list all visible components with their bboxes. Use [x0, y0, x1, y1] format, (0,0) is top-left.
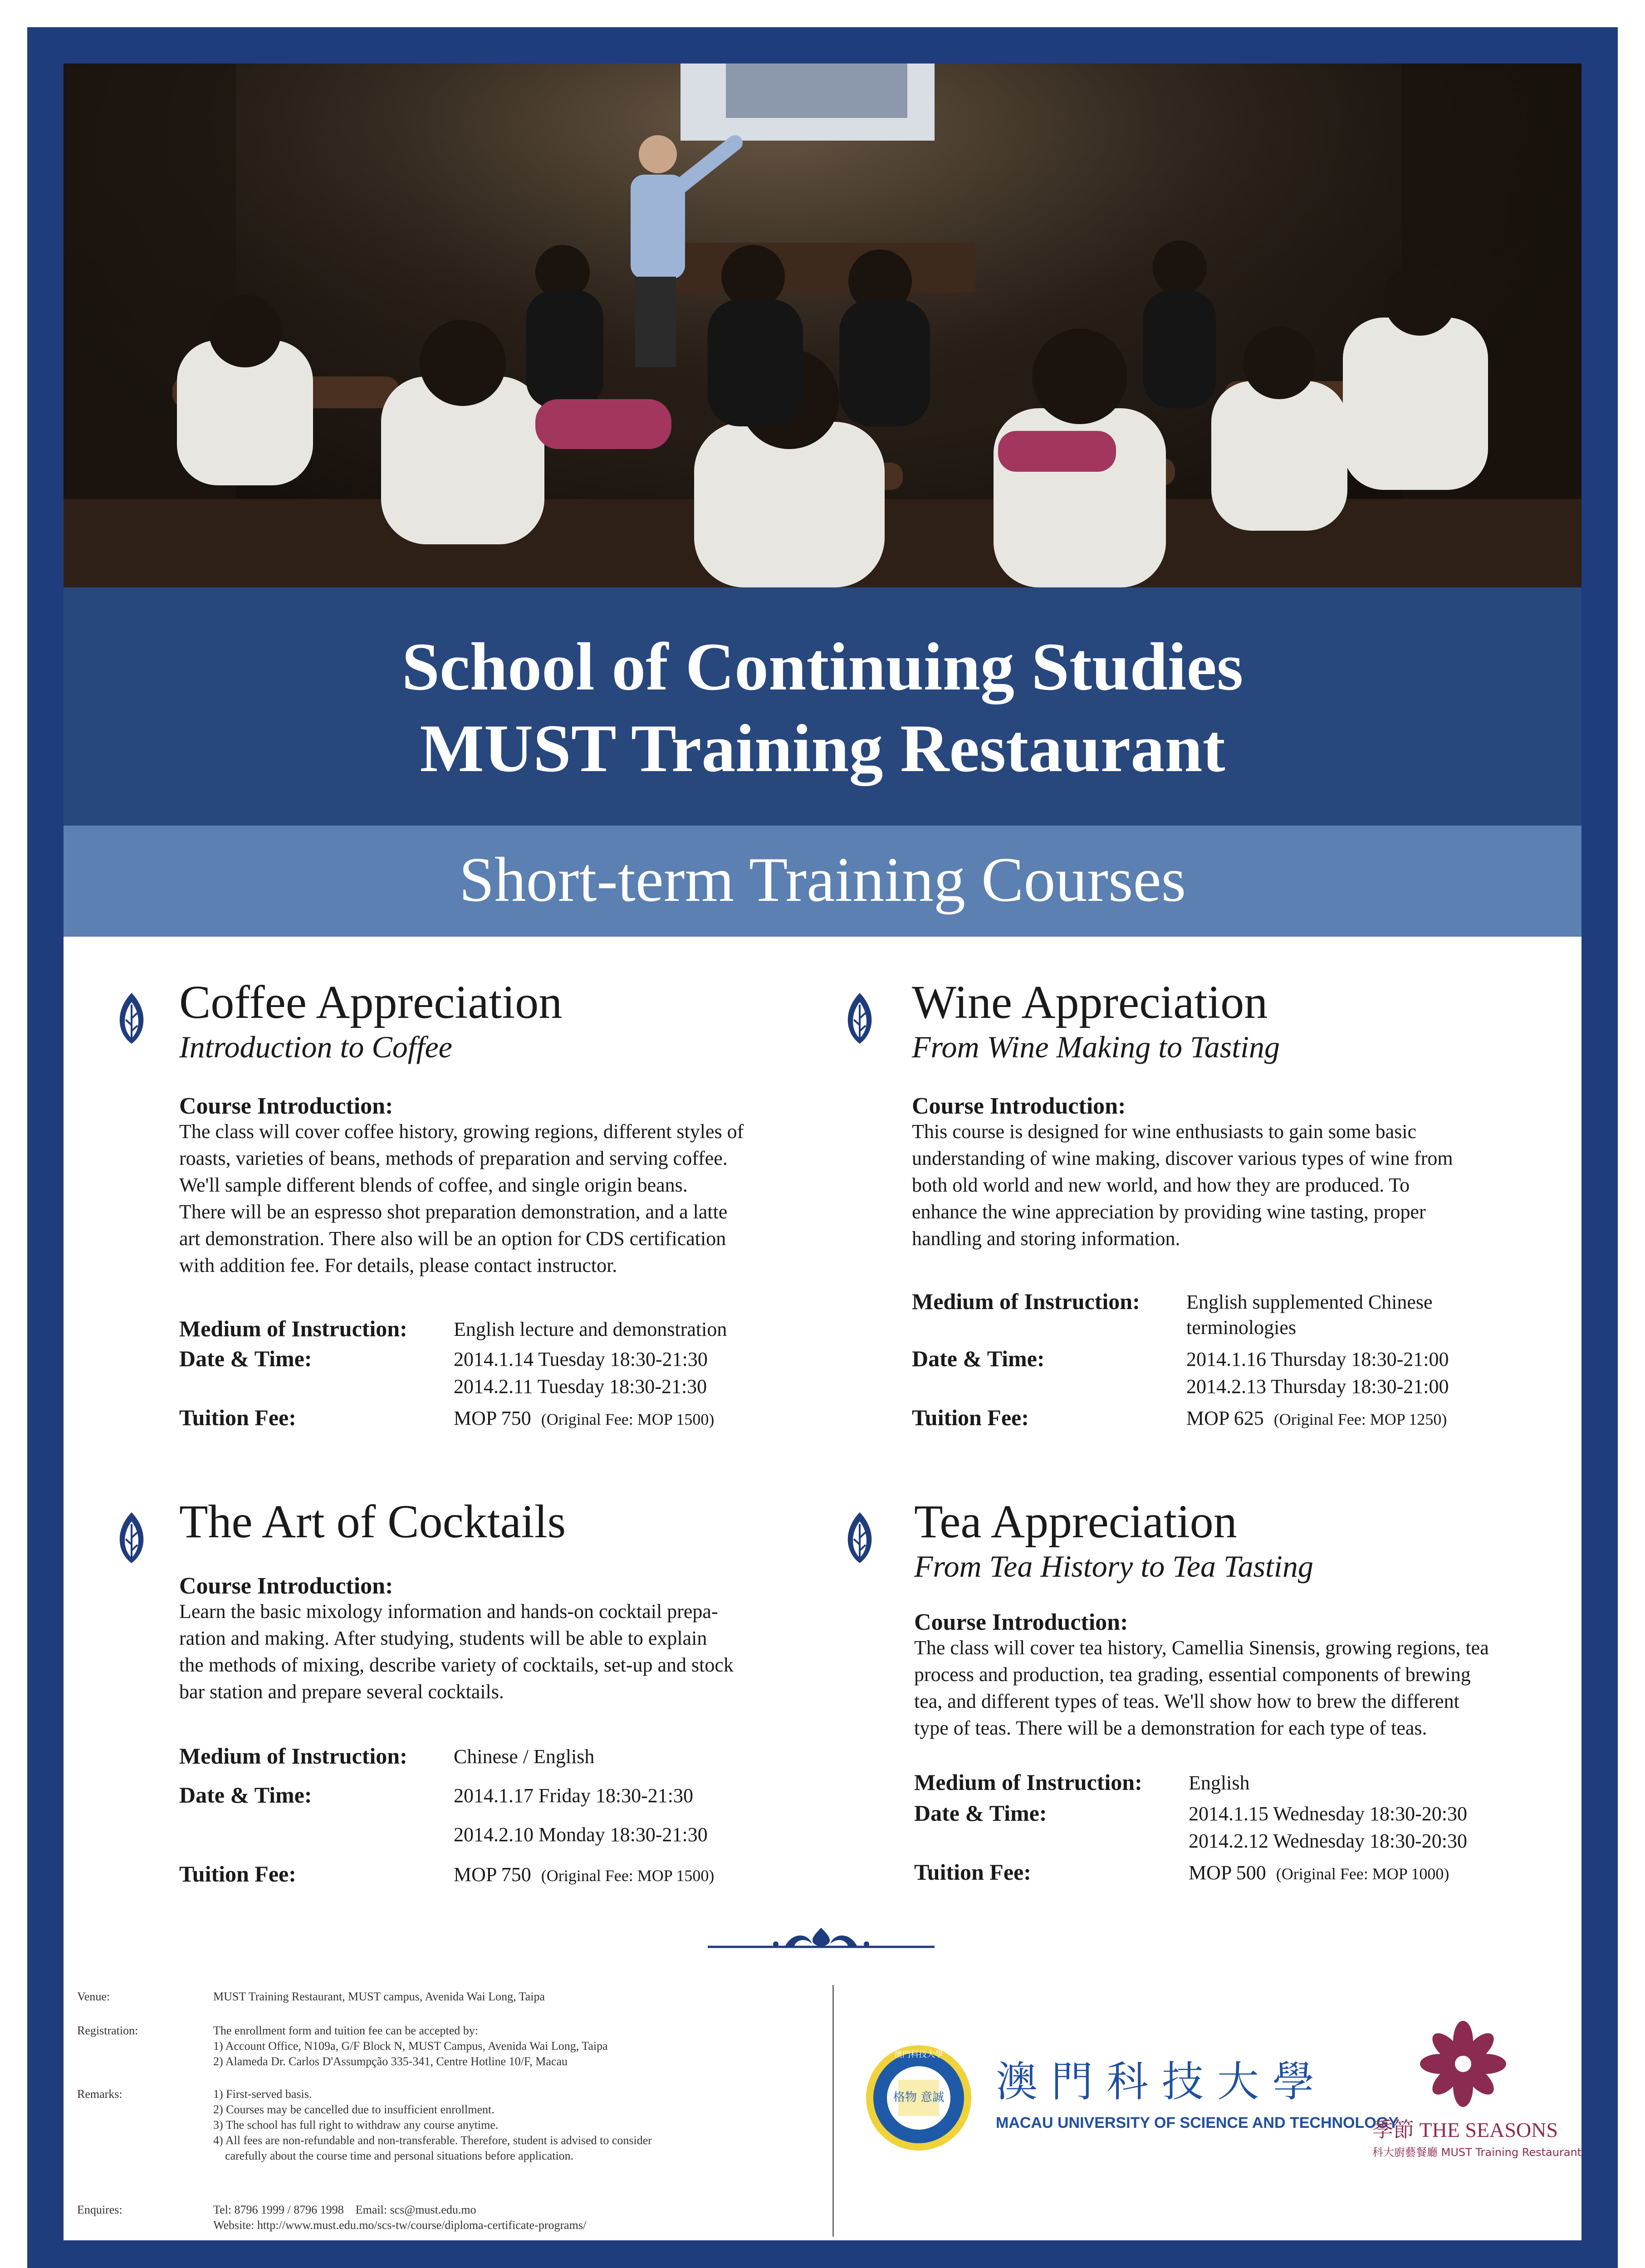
venue-text: MUST Training Restaurant, MUST campus, Avenida Wai Long, Taipa — [213, 1990, 545, 2003]
university-seal-logo — [864, 2043, 973, 2152]
course-intro-text: The class will cover tea history, Camellia Sinensis, growing regions, tea process and production, tea grading, essential components of brewing tea, and different types of teas. We'll show how to brew the different type of teas. There will be a demonstration for each type of teas. — [914, 1637, 1489, 1739]
course-intro-heading: Course Introduction: — [914, 1609, 1128, 1635]
course-subtitle: From Wine Making to Tasting — [912, 1030, 1280, 1064]
subtitle-band — [64, 826, 1581, 937]
leaf-icon — [844, 991, 876, 1046]
remarks-label: Remarks: — [77, 2087, 122, 2101]
remarks-text: 1) First-served basis. 2) Courses may be cancelled due to insufficient enrollment. 3) The school has full right to withdraw any course anytime. 4) All fees are non-refundable and non-transferable. Therefore, student is advised to consider carefully about the course time and personal situations before application. — [213, 2087, 652, 2162]
datetime-label: Date & Time: — [912, 1346, 1045, 1371]
course-title: Coffee Appreciation — [179, 976, 563, 1028]
course-intro-text: The class will cover coffee history, growing regions, different styles of roasts, varieties of beans, methods of preparation and serving coffee. We'll sample different blends of coffee, and single origin beans. There will be an espresso shot preparation demonstration, and a latte art demonstration. There also will be an option for CDS certification with addition fee. For details, please contact instructor. — [179, 1120, 744, 1276]
footer-divider — [832, 1985, 834, 2237]
medium-label: Medium of Instruction: — [914, 1769, 1142, 1795]
medium-label: Medium of Instruction: — [179, 1316, 407, 1341]
course-intro-text: Learn the basic mixology information and hands-on cocktail prepa- ration and making. After studying, students will be able to explain the methods of mixing, describe variety of cocktails, set-up and stock bar station and prepare several cocktails. — [179, 1600, 734, 1703]
restaurant-title: MUST Training Restaurant — [420, 711, 1225, 786]
seasons-flower-logo — [1418, 2019, 1508, 2109]
university-name-english: MACAU UNIVERSITY OF SCIENCE AND TECHNOLOGY — [996, 2114, 1399, 2131]
poster — [64, 64, 1581, 2240]
medium-value: Chinese / English — [454, 1745, 595, 1768]
registration-label: Registration: — [77, 2024, 138, 2037]
svg-text:澳門科技大學: 澳門科技大學 — [894, 2050, 943, 2059]
date-2: 2014.2.11 Tuesday 18:30-21:30 — [454, 1375, 707, 1398]
venue-label: Venue: — [77, 1990, 110, 2003]
date-2: 2014.2.12 Wednesday 18:30-20:30 — [1189, 1830, 1468, 1852]
leaf-icon — [116, 1510, 147, 1565]
course-intro-heading: Course Introduction: — [179, 1573, 393, 1599]
fee-label: Tuition Fee: — [179, 1405, 296, 1430]
fee-label: Tuition Fee: — [912, 1405, 1029, 1430]
medium-value: English lecture and demonstration — [454, 1318, 727, 1340]
course-subtitle: Introduction to Coffee — [179, 1030, 452, 1064]
date-2: 2014.2.13 Thursday 18:30-21:00 — [1186, 1375, 1449, 1398]
course-subtitle: From Tea History to Tea Tasting — [914, 1549, 1313, 1584]
enquiries-text: Tel: 8796 1999 / 8796 1998 Email: scs@must.edu.mo Website: http://www.must.edu.mo/scs-tw/course/diploma-certificate-programs/ — [213, 2203, 587, 2232]
svg-text:格物 意誠: 格物 意誠 — [893, 2091, 945, 2104]
course-intro-heading: Course Introduction: — [179, 1093, 393, 1119]
date-1: 2014.1.14 Tuesday 18:30-21:30 — [454, 1348, 708, 1370]
university-name-chinese: 澳門科技大學 — [996, 2058, 1328, 2106]
datetime-label: Date & Time: — [914, 1800, 1047, 1826]
fee-label: Tuition Fee: — [914, 1859, 1031, 1885]
medium-label: Medium of Instruction: — [179, 1743, 407, 1769]
datetime-label: Date & Time: — [179, 1346, 312, 1371]
school-title: School of Continuing Studies — [401, 629, 1244, 704]
date-2: 2014.2.10 Monday 18:30-21:30 — [454, 1823, 708, 1846]
fee-value: MOP 625 (Original Fee: MOP 1250) — [1186, 1407, 1447, 1429]
medium-value: English supplemented Chinese — [1186, 1291, 1433, 1313]
course-intro-heading: Course Introduction: — [912, 1093, 1126, 1119]
course-title: The Art of Cocktails — [179, 1496, 566, 1548]
date-1: 2014.1.16 Thursday 18:30-21:00 — [1186, 1348, 1449, 1370]
fee-value: MOP 750 (Original Fee: MOP 1500) — [454, 1407, 715, 1429]
registration-text: The enrollment form and tuition fee can be accepted by: 1) Account Office, N109a, G/F Block N, MUST Campus, Avenida Wai Long, Taipa 2) Alameda Dr. Carlos D'Assumpção 335-341, Centre Hotline 10/F, Macau — [213, 2024, 608, 2068]
medium-label: Medium of Instruction: — [912, 1289, 1140, 1314]
enquiries-label: Enquires: — [77, 2203, 122, 2216]
date-1: 2014.1.17 Friday 18:30-21:30 — [454, 1784, 693, 1807]
datetime-label: Date & Time: — [179, 1782, 312, 1808]
medium-value: English — [1189, 1772, 1250, 1794]
classroom-photo — [64, 64, 1581, 587]
leaf-icon — [844, 1510, 876, 1565]
date-1: 2014.1.15 Wednesday 18:30-20:30 — [1189, 1803, 1468, 1825]
medium-value-cont: terminologies — [1186, 1316, 1296, 1339]
course-title: Tea Appreciation — [914, 1496, 1237, 1548]
fee-value: MOP 500 (Original Fee: MOP 1000) — [1189, 1862, 1449, 1884]
leaf-icon — [116, 991, 147, 1046]
course-intro-text: This course is designed for wine enthusiasts to gain some basic understanding of wine making, discover various types of wine from both old world and new world, and how they are produced. To enhance the wine appreciation by providing wine tasting, proper handling and storing information. — [912, 1120, 1453, 1250]
seasons-brand-name: 季節 THE SEASONS — [1372, 2118, 1558, 2141]
ornament-divider — [708, 1923, 935, 1960]
course-title: Wine Appreciation — [912, 976, 1268, 1028]
fee-label: Tuition Fee: — [179, 1861, 296, 1887]
seasons-subtitle: 科大廚藝餐廳 MUST Training Restaurant — [1372, 2146, 1581, 2159]
title-band — [64, 587, 1581, 826]
fee-value: MOP 750 (Original Fee: MOP 1500) — [454, 1863, 715, 1886]
courses-subtitle: Short-term Training Courses — [459, 845, 1186, 915]
